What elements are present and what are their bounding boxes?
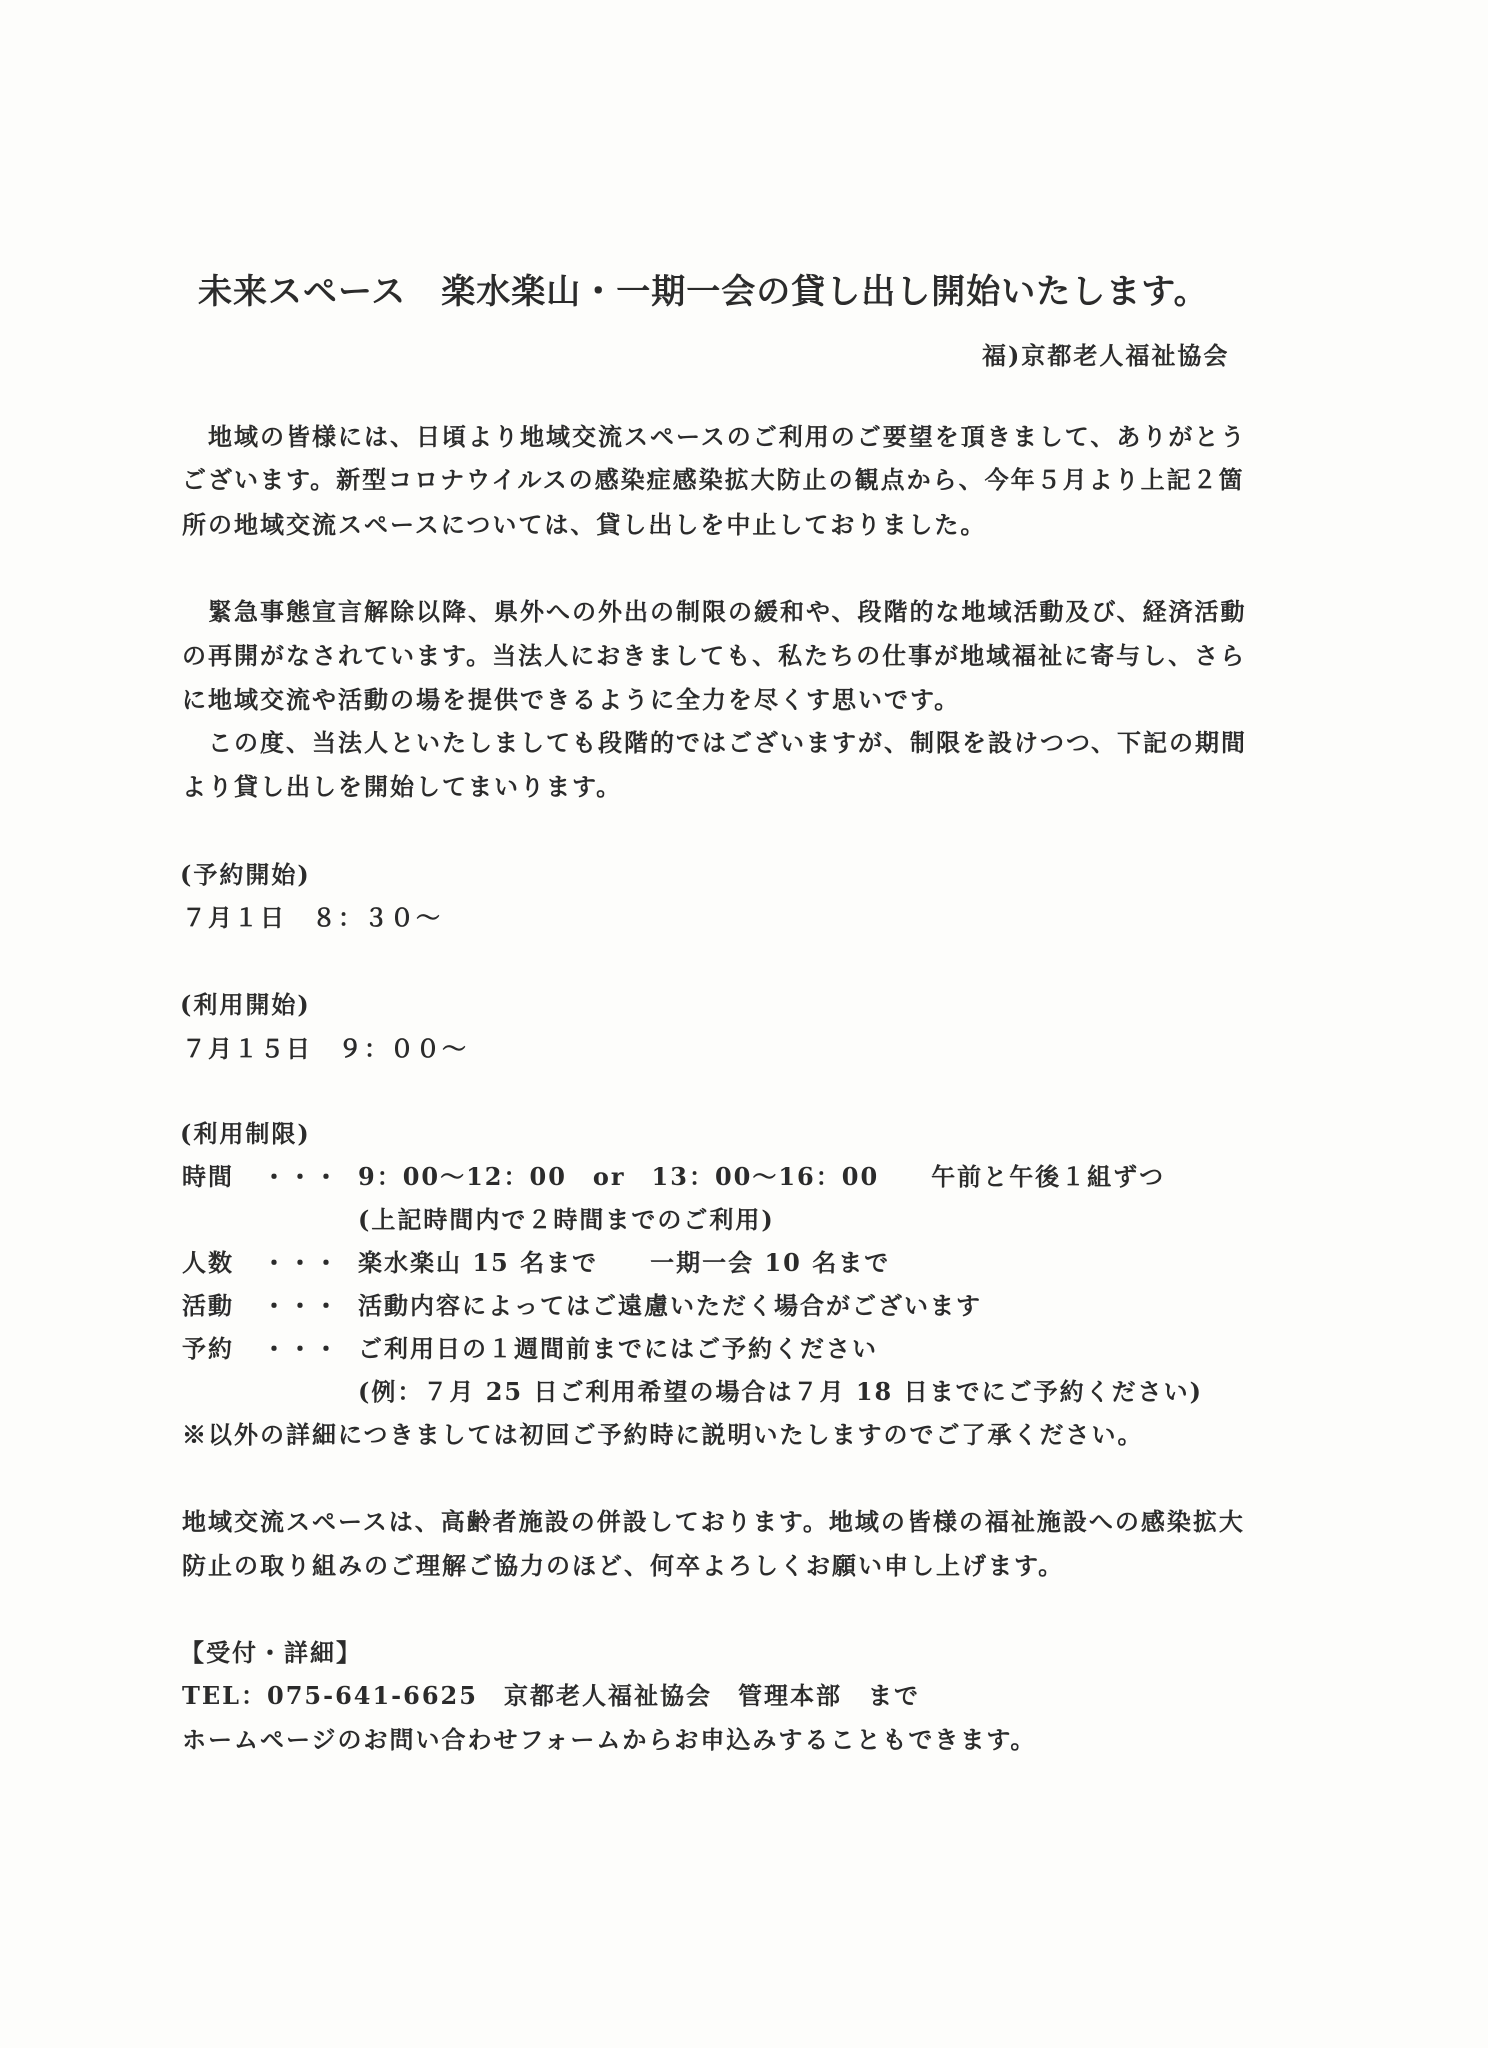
document-title: 未来スペース 楽水楽山・一期一会の貸し出し開始いたします。 [198, 272, 1209, 312]
paragraph-line: に地域交流や活動の場を提供できるように全力を尽くす思いです。 [182, 685, 961, 714]
organization-name: 福)京都老人福祉協会 [982, 341, 1230, 370]
reservation-heading: (予約開始) [180, 860, 311, 889]
paragraph-line: 緊急事態宣言解除以降、県外への外出の制限の緩和や、段階的な地域活動及び、経済活動 [208, 597, 1247, 626]
paragraph-line: の再開がなされています。当法人におきましても、私たちの仕事が地域福祉に寄与し、さら [182, 641, 1247, 670]
restriction-dots: ・・・ [262, 1162, 340, 1191]
restriction-value: (例：７月 25 日ご利用希望の場合は７月 18 日までにご予約ください) [358, 1377, 1203, 1406]
paragraph-line: 地域の皆様には、日頃より地域交流スペースのご利用のご要望を頂きまして、ありがとう [208, 422, 1247, 451]
restriction-value: 楽水楽山 15 名まで 一期一会 10 名まで [358, 1248, 891, 1277]
contact-phone: TEL：075-641-6625 京都老人福祉協会 管理本部 まで [182, 1681, 920, 1710]
restriction-label: 時間 [182, 1162, 234, 1191]
paragraph-line: より貸し出しを開始してまいります。 [182, 772, 623, 801]
contact-note: ホームページのお問い合わせフォームからお申込みすることもできます。 [182, 1725, 1037, 1754]
usage-date: ７月１５日 ９：００～ [182, 1034, 468, 1063]
restriction-label: 活動 [182, 1291, 234, 1320]
restriction-dots: ・・・ [262, 1334, 340, 1363]
restriction-value: 活動内容によってはご遠慮いただく場合がございます [358, 1291, 982, 1320]
paragraph-line: ございます。新型コロナウイルスの感染症感染拡大防止の観点から、今年５月より上記２箇 [182, 465, 1245, 494]
restriction-dots: ・・・ [262, 1291, 340, 1320]
paragraph-line: この度、当法人といたしましても段階的ではございますが、制限を設けつつ、下記の期間 [208, 728, 1248, 757]
usage-heading: (利用開始) [180, 990, 311, 1019]
reservation-date: ７月１日 ８：３０～ [182, 903, 442, 932]
closing-line: 防止の取り組みのご理解ご協力のほど、何卒よろしくお願い申し上げます。 [182, 1551, 1065, 1580]
restriction-dots: ・・・ [262, 1248, 340, 1277]
closing-line: 地域交流スペースは、高齢者施設の併設しております。地域の皆様の福祉施設への感染拡大 [182, 1507, 1245, 1536]
contact-heading: 【受付・詳細】 [180, 1638, 362, 1667]
restriction-label: 人数 [182, 1248, 234, 1277]
paragraph-line: 所の地域交流スペースについては、貸し出しを中止しておりました。 [182, 510, 987, 539]
restriction-value: 9：00～12：00 or 13：00～16：00 午前と午後１組ずつ [358, 1162, 1166, 1191]
restrictions-note: ※以外の詳細につきましては初回ご予約時に説明いたしますのでご了承ください。 [182, 1420, 1144, 1449]
restrictions-heading: (利用制限) [180, 1119, 311, 1148]
restriction-value: ご利用日の１週間前までにはご予約ください [358, 1334, 878, 1363]
restriction-value: (上記時間内で２時間までのご利用) [358, 1205, 775, 1234]
restriction-label: 予約 [182, 1334, 234, 1363]
